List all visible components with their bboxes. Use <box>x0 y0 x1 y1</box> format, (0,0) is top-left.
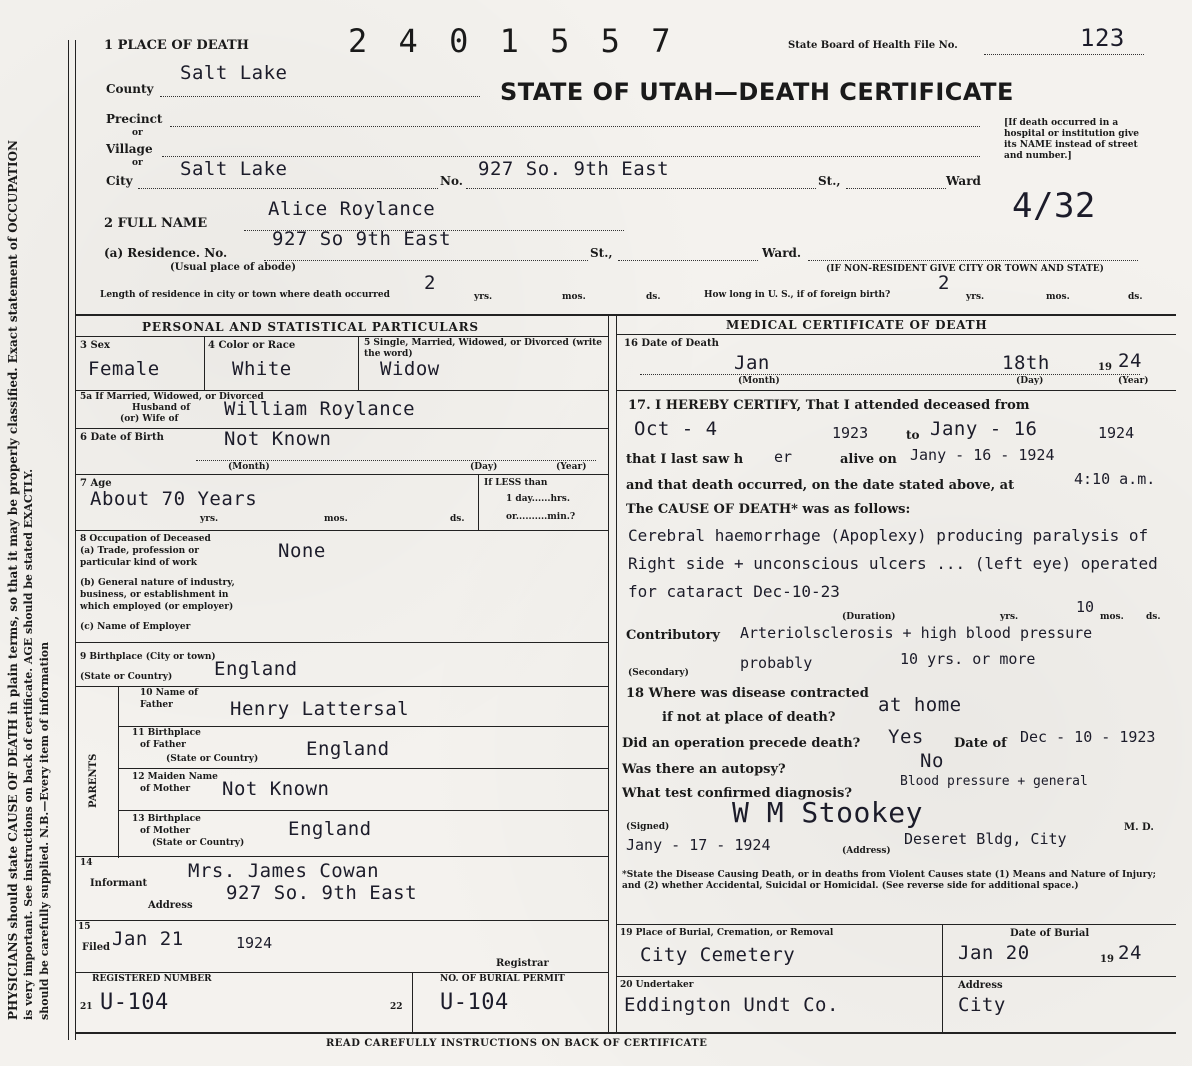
father-label-2: Father <box>140 700 173 710</box>
rule-l3 <box>76 428 608 429</box>
length-yrs: yrs. <box>474 292 493 302</box>
dob-value: Not Known <box>224 428 332 450</box>
burial-permit-prefix: 22 <box>390 1002 403 1012</box>
filed-year: 1924 <box>236 934 273 952</box>
or-label-1: or <box>132 128 143 138</box>
less-than-2: 1 day......hrs. <box>506 494 571 504</box>
column-divider <box>608 314 609 1032</box>
rule-l1 <box>76 336 608 337</box>
birthplace-state: (State or Country) <box>80 672 173 682</box>
last-saw-date: Jany - 16 - 1924 <box>910 446 1055 464</box>
residence-ward-label: Ward. <box>762 246 802 260</box>
length-mos: mos. <box>562 292 586 302</box>
dob-day: (Day) <box>470 462 498 472</box>
year-label: (Year) <box>1118 376 1149 386</box>
color-label: 4 Color or Race <box>208 340 296 351</box>
rule-l7 <box>76 686 608 687</box>
mother-bp-label-2: of Mother <box>140 826 191 836</box>
occupation-c: (c) Name of Employer <box>80 622 191 632</box>
duration-ds: ds. <box>1146 612 1161 622</box>
left-border <box>68 40 69 1040</box>
dob-label: 6 Date of Birth <box>80 432 164 443</box>
side-instructions-line2: is very important. See instructions on back of certificate. AGE should be stated EXACTLY. <box>22 468 35 1020</box>
rule-l4 <box>76 474 608 475</box>
father-label-1: 10 Name of <box>140 688 198 698</box>
rule-l6 <box>76 642 608 643</box>
month-label: (Month) <box>738 376 780 386</box>
occupation-a1: (a) Trade, profession or <box>80 546 199 556</box>
rule-r1 <box>616 334 1176 335</box>
sex-value: Female <box>88 358 160 380</box>
reg-num-prefix: 21 <box>80 1002 93 1012</box>
last-saw-pronoun: er <box>774 448 793 466</box>
parents-label: PARENTS <box>88 753 99 808</box>
residence-value: 927 So 9th East <box>272 228 452 250</box>
rule-v5 <box>412 972 413 1032</box>
section-bottom-border <box>76 1032 1176 1034</box>
spouse-label-1: 5a If Married, Widowed, or Divorced <box>80 392 264 402</box>
how-long-us-value: 2 <box>938 272 950 294</box>
occupation-a2: particular kind of work <box>80 558 197 568</box>
spouse-label-2: Husband of <box>132 403 191 413</box>
marital-label: 5 Single, Married, Widowed, or Divorced (write the word) <box>364 338 602 359</box>
mother-label-2: of Mother <box>140 784 191 794</box>
operation-value: Yes <box>888 726 924 748</box>
hospital-note: [If death occurred in a hospital or institution give its NAME instead of street and number.] <box>1004 118 1139 161</box>
not-place-label: if not at place of death? <box>662 710 836 725</box>
rule-l5 <box>76 530 608 531</box>
dob-month: (Month) <box>228 462 270 472</box>
occupation-b3: which employed (or employer) <box>80 602 234 612</box>
less-than-3: or..........min.? <box>506 512 576 522</box>
undertaker-address-value: City <box>958 994 1006 1016</box>
how-long-ds: ds. <box>1128 292 1143 302</box>
length-ds: ds. <box>646 292 661 302</box>
attended-to: Jany - 16 <box>930 418 1038 440</box>
reg-num-value: U-104 <box>100 990 169 1015</box>
duration-mos: mos. <box>1100 612 1124 622</box>
signed-label: (Signed) <box>626 822 670 832</box>
street-st-label: St., <box>818 174 841 188</box>
spouse-value: William Roylance <box>224 398 416 420</box>
date-burial-label: Date of Burial <box>1010 928 1090 939</box>
how-long-mos: mos. <box>1046 292 1070 302</box>
dob-year: (Year) <box>556 462 587 472</box>
precinct-label: Precinct <box>106 112 163 126</box>
rule-r4 <box>616 976 1176 977</box>
contributory-duration: 10 yrs. or more <box>900 650 1036 668</box>
test-label: What test confirmed diagnosis? <box>622 786 852 801</box>
registrar-label: Registrar <box>496 958 549 969</box>
undertaker-address-label: Address <box>958 980 1003 991</box>
county-label: County <box>106 82 154 96</box>
duration-value: 10 <box>1076 598 1095 616</box>
full-name-label: 2 FULL NAME <box>104 216 208 231</box>
rule-v2 <box>358 336 359 390</box>
rule-l13 <box>76 972 608 973</box>
rule-v4 <box>118 686 119 858</box>
last-saw-label: that I last saw h <box>626 452 744 467</box>
residence-label: (a) Residence. No. <box>104 246 228 260</box>
age-label: 7 Age <box>80 478 112 489</box>
place-burial-label: 19 Place of Burial, Cremation, or Removal <box>620 928 834 938</box>
marital-value: Widow <box>380 358 440 380</box>
death-occurred-label: and that death occurred, on the date stated above, at <box>626 478 1015 493</box>
father-bp-label-2: of Father <box>140 740 186 750</box>
occupation-b1: (b) General nature of industry, <box>80 578 235 588</box>
signed-date: Jany - 17 - 1924 <box>626 836 771 854</box>
medical-section-title: MEDICAL CERTIFICATE OF DEATH <box>726 318 988 332</box>
rule-l10 <box>118 810 608 811</box>
rule-l8 <box>118 726 608 727</box>
place-burial-value: City Cemetery <box>640 944 796 966</box>
county-value: Salt Lake <box>180 62 288 84</box>
side-instructions-line1: PHYSICIANS should state CAUSE OF DEATH in plain terms, so that it may be properly classified. Exact statement of OCCUPATION <box>6 140 20 1020</box>
date-burial-value: Jan 20 <box>958 942 1030 964</box>
cause-of-death-value: Cerebral haemorrhage (Apoplexy) producing paralysis of Right side + unconscious ulcers ... (left eye) operated for cataract Dec-10-23 <box>628 526 1158 601</box>
autopsy-value: No <box>920 750 944 772</box>
personal-section-title: PERSONAL AND STATISTICAL PARTICULARS <box>142 320 479 334</box>
date-of-death-month: Jan <box>734 352 770 374</box>
informant-address-value: 927 So. 9th East <box>226 882 418 904</box>
attended-to-year: 1924 <box>1098 424 1135 442</box>
occupation-b2: business, or establishment in <box>80 590 229 600</box>
length-residence-value: 2 <box>424 272 436 294</box>
city-value: Salt Lake <box>180 158 288 180</box>
spouse-label-3: (or) Wife of <box>120 414 179 424</box>
rule-l11 <box>76 856 608 857</box>
undertaker-value: Eddington Undt Co. <box>624 994 839 1016</box>
occupation-value: None <box>278 540 326 562</box>
color-value: White <box>232 358 292 380</box>
signed-address-value: Deseret Bldg, City <box>904 830 1067 848</box>
certificate-title: STATE OF UTAH—DEATH CERTIFICATE <box>500 78 1014 106</box>
age-ds: ds. <box>450 514 465 524</box>
village-label: Village <box>106 142 153 156</box>
attended-from: Oct - 4 <box>634 418 718 440</box>
contributory-value: Arteriolsclerosis + high blood pressure probably <box>740 624 1093 672</box>
father-bp-label-3: (State or Country) <box>166 754 259 764</box>
contracted-label: 18 Where was disease contracted <box>626 686 869 701</box>
death-time: 4:10 a.m. <box>1074 470 1156 488</box>
birthplace-label: 9 Birthplace (City or town) <box>80 652 216 662</box>
duration-yrs: yrs. <box>1000 612 1019 622</box>
reg-num-label: REGISTERED NUMBER <box>92 974 212 984</box>
alive-on-label: alive on <box>840 452 897 467</box>
burial-permit-label: NO. OF BURIAL PERMIT <box>440 974 565 984</box>
to-label: to <box>906 428 920 442</box>
ward-value: 4/32 <box>1012 186 1096 226</box>
rule-v6 <box>942 924 943 1032</box>
full-name-value: Alice Roylance <box>268 198 436 220</box>
undertaker-label: 20 Undertaker <box>620 980 694 990</box>
nonresident-note: (IF NON-RESIDENT GIVE CITY OR TOWN AND STATE) <box>826 264 1104 274</box>
footnote: *State the Disease Causing Death, or in deaths from Violent Causes state (1) Means and Nature of Injury; and (2) whether Accidental, Suicidal or Homicidal. (See reverse side for additional space.) <box>622 870 1156 891</box>
length-residence-label: Length of residence in city or town where death occurred <box>100 290 390 300</box>
physician-signature: W M Stookey <box>732 796 923 829</box>
age-value: About 70 Years <box>90 488 258 510</box>
not-place-value: at home <box>878 694 962 716</box>
mother-value: Not Known <box>222 778 330 800</box>
father-bp-label-1: 11 Birthplace <box>132 728 201 738</box>
ward-label: Ward <box>946 174 981 188</box>
file-no-label: State Board of Health File No. <box>788 40 958 51</box>
mother-bp-value: England <box>288 818 372 840</box>
burial-permit-value: U-104 <box>440 990 509 1015</box>
rule-v3 <box>478 474 479 530</box>
filed-num: 15 <box>78 922 91 932</box>
day-label: (Day) <box>1016 376 1044 386</box>
how-long-yrs: yrs. <box>966 292 985 302</box>
birthplace-value: England <box>214 658 298 680</box>
file-no-value: 123 <box>1080 24 1125 52</box>
informant-label: Informant <box>90 878 148 889</box>
date-of-death-day: 18th <box>1002 352 1050 374</box>
sex-label: 3 Sex <box>80 340 110 351</box>
residence-st-label: St., <box>590 246 613 260</box>
father-bp-value: England <box>306 738 390 760</box>
date-of-death-year: 24 <box>1118 350 1142 372</box>
or-label-2: or <box>132 158 143 168</box>
operation-label: Did an operation precede death? <box>622 736 861 751</box>
autopsy-label: Was there an autopsy? <box>622 762 786 777</box>
date-of-death-year-prefix: 19 <box>1098 362 1112 373</box>
filed-value: Jan 21 <box>112 928 184 950</box>
mother-bp-label-1: 13 Birthplace <box>132 814 201 824</box>
side-instructions-line3: should be carefully supplied. N.B.—Every item of information <box>38 641 51 1020</box>
occupation-label: 8 Occupation of Deceased <box>80 534 211 544</box>
city-label: City <box>106 174 133 188</box>
contributory-label: Contributory <box>626 628 720 643</box>
attended-from-year: 1923 <box>832 424 869 442</box>
read-carefully-footer: READ CAREFULLY INSTRUCTIONS ON BACK OF CERTIFICATE <box>326 1038 708 1049</box>
operation-date-value: Dec - 10 - 1923 <box>1020 728 1156 746</box>
place-of-death-label: 1 PLACE OF DEATH <box>104 38 249 53</box>
filed-label: Filed <box>82 942 111 953</box>
certificate-stamp-number: 2 4 0 1 5 5 7 <box>348 22 677 60</box>
md-label: M. D. <box>1124 822 1154 833</box>
less-than-1: If LESS than <box>484 478 548 488</box>
rule-r2 <box>616 390 1176 391</box>
informant-address-label: Address <box>148 900 193 911</box>
informant-num: 14 <box>80 858 93 868</box>
left-border-inner <box>75 40 76 1040</box>
age-mos: mos. <box>324 514 348 524</box>
rule-r3 <box>616 924 1176 925</box>
street-no-label: No. <box>440 174 463 188</box>
signed-address-label: (Address) <box>842 846 891 856</box>
date-burial-year: 24 <box>1118 942 1142 964</box>
age-yrs: yrs. <box>200 514 219 524</box>
mother-bp-label-3: (State or Country) <box>152 838 245 848</box>
date-of-death-label: 16 Date of Death <box>624 338 719 349</box>
certify-text: 17. I HEREBY CERTIFY, That I attended deceased from <box>628 398 1030 413</box>
rule-l2 <box>76 390 608 391</box>
date-burial-year-prefix: 19 <box>1100 954 1114 965</box>
cause-of-death-label: The CAUSE OF DEATH* was as follows: <box>626 502 911 517</box>
rule-l9 <box>118 768 608 769</box>
duration-label: (Duration) <box>842 612 896 622</box>
mother-label-1: 12 Maiden Name <box>132 772 218 782</box>
usual-abode-note: (Usual place of abode) <box>170 262 296 273</box>
street-value: 927 So. 9th East <box>478 158 670 180</box>
section-top-border <box>76 314 1176 316</box>
informant-value: Mrs. James Cowan <box>188 860 380 882</box>
how-long-us-label: How long in U. S., if of foreign birth? <box>704 290 891 300</box>
secondary-label: (Secondary) <box>628 668 689 678</box>
operation-date-label: Date of <box>954 736 1007 751</box>
test-value: Blood pressure + general <box>900 774 1088 789</box>
rule-l12 <box>76 920 608 921</box>
rule-v1 <box>204 336 205 390</box>
father-value: Henry Lattersal <box>230 698 410 720</box>
